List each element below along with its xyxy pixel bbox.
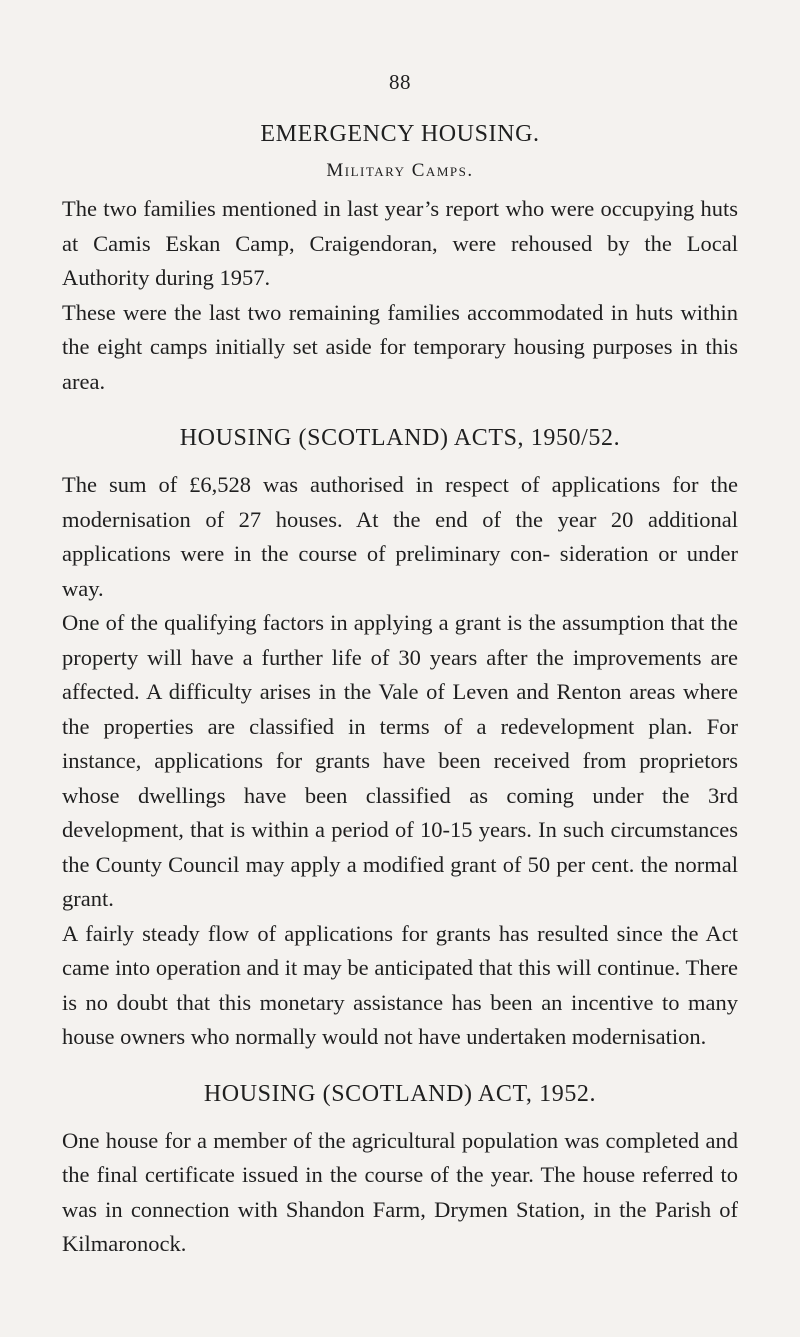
- page-title: EMERGENCY HOUSING.: [260, 121, 540, 147]
- paragraph: The two families mentioned in last year’s report who were occupying huts at Camis Eskan Camp, Craigendoran, were rehoused by the Local Authority during 1957.: [62, 196, 738, 290]
- section-military-camps: [62, 192, 738, 399]
- section-heading: HOUSING (SCOTLAND) ACT, 1952.: [203, 1080, 597, 1107]
- section-housing-acts-1950-52: [62, 425, 738, 1055]
- page-number: 88: [389, 70, 411, 94]
- paragraph: A fairly steady flow of applications for grants has resulted since the Act came into operation and it may be anticipated that this will continue. There is no doubt that this monetary assistance has been an incentive to many house owners who normally would not have undertaken modernisation.: [62, 920, 738, 1049]
- paragraph: One house for a member of the agricultural population was completed and the final certificate issued in the course of the year. The house referred to was in connection with Shandon Farm, Drymen Station, in the Parish of Kilmaronock.: [62, 1127, 738, 1256]
- page-subtitle: Military Camps.: [326, 160, 474, 181]
- paragraph: The sum of £6,528 was authorised in respect of applications for the modernisation of 27 houses. At the end of the year 20 additional applications were in the course of preliminary con- sideration or under way.: [62, 472, 738, 601]
- section-heading: HOUSING (SCOTLAND) ACTS, 1950/52.: [179, 425, 621, 451]
- paragraph: One of the qualifying factors in applying a grant is the assumption that the property will have a further life of 30 years after the improvements are affected. A difficulty arises in the Vale of Leven and Renton areas where the properties are classified in terms of a redevelopment plan. For instance, applications for grants have been received from proprietors whose dwellings have been classified as coming under the 3rd development, that is within a period of 10-15 years. In such circumstances the County Council may apply a modified grant of 50 per cent. the normal grant.: [62, 610, 738, 911]
- paragraph: These were the last two remaining families accommodated in huts within the eight camps initially set aside for temporary housing purposes in this area.: [62, 299, 738, 394]
- section-housing-act-1952: [62, 1081, 738, 1262]
